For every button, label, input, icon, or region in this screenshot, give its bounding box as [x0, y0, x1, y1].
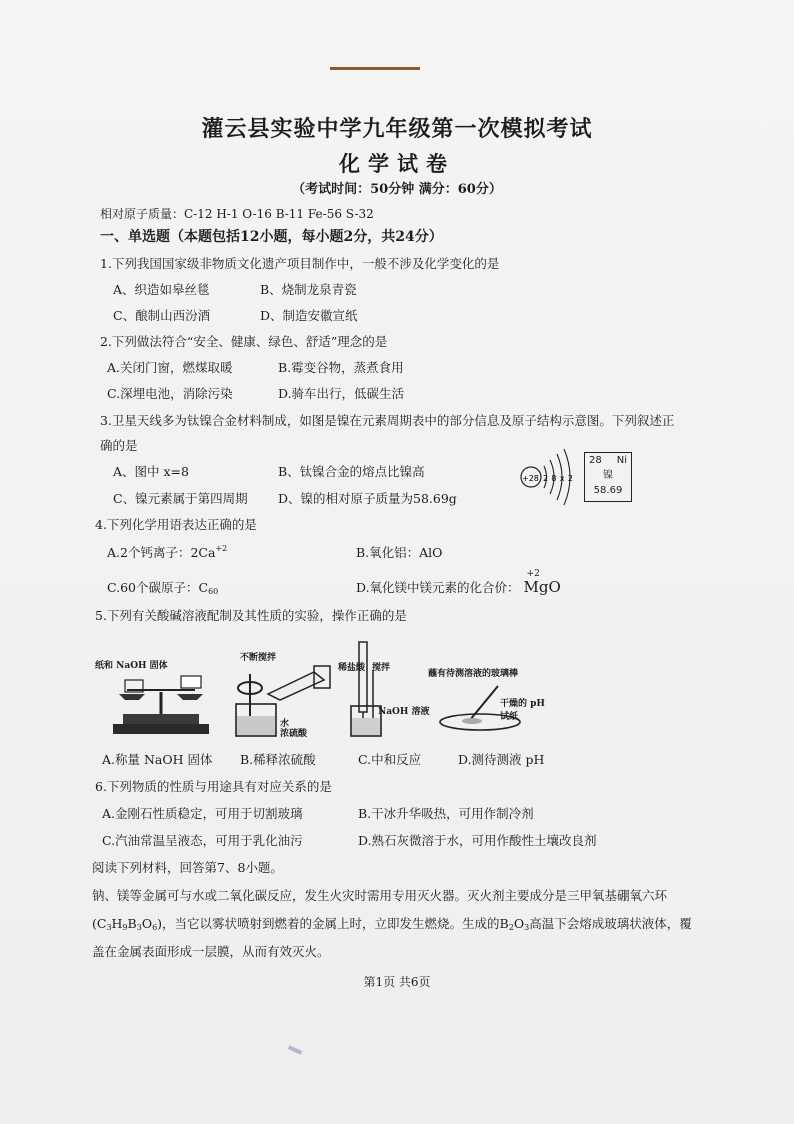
q4-option-c [107, 578, 218, 596]
page-number: 第1页 共6页 [363, 975, 431, 989]
q1-option-a: A、织造如皋丝毯 [113, 282, 210, 297]
q4-option-d [356, 569, 561, 596]
q4-option-c-subscript: 60 [208, 587, 219, 596]
electron-shells: 2 8 x 2 [543, 474, 573, 483]
reading-para-line3: 盖在金属表面形成一层膜，从而有效灭火。 [92, 944, 330, 959]
fig-b-label-water: 水 [280, 719, 290, 729]
nucleus-charge: +28 [522, 474, 539, 483]
element-mass: 58.69 [593, 485, 623, 496]
q4-option-d-formula-text: MgO [523, 578, 561, 596]
q4-stem: 4.下列化学用语表达正确的是 [95, 517, 257, 532]
q2-option-a: A.关闭门窗，燃煤取暖 [107, 360, 233, 375]
q3-stem-line2: 确的是 [100, 438, 138, 453]
element-name: 镍 [603, 470, 613, 481]
balance-figure [105, 668, 215, 738]
q2-option-d: D.骑车出行，低碳生活 [278, 386, 405, 401]
q3-option-d: D、镍的相对原子质量为58.69g [278, 491, 457, 506]
tape-mark [330, 67, 420, 70]
q2-stem: 2.下列做法符合“安全、健康、绿色、舒适”理念的是 [100, 334, 388, 349]
q6-option-b: B.干冰升华吸热，可用作制冷剂 [358, 806, 534, 821]
subject-title: 化学试卷 [339, 151, 455, 176]
q3-option-a: A、图中 x=8 [113, 464, 189, 479]
fig-c-label-naoh: NaOH 溶液 [378, 707, 430, 717]
q4-option-d-valence: +2 [526, 569, 540, 579]
q5-option-b: B.稀释浓硫酸 [240, 752, 316, 767]
ink-smudge [288, 1045, 302, 1055]
q5-option-a: A.称量 NaOH 固体 [102, 752, 213, 767]
fig-b-label-acid: 浓硫酸 [280, 729, 308, 739]
school-title: 灌云县实验中学九年级第一次模拟考试 [201, 116, 593, 142]
q4-option-c-text: C.60个碳原子：C [107, 580, 209, 595]
q4-option-b: B.氧化铝：AlO [356, 545, 443, 560]
element-symbol: Ni [616, 455, 627, 466]
q2-option-c: C.深埋电池，消除污染 [107, 386, 233, 401]
q1-option-c: C、酿制山西汾酒 [113, 308, 211, 323]
exam-info: （考试时间：50分钟 满分：60分） [292, 182, 502, 197]
fig-b-label-stir: 不断搅拌 [240, 653, 277, 663]
q1-stem: 1.下列我国国家级非物质文化遗产项目制作中，一般不涉及化学变化的是 [100, 256, 500, 271]
q1-option-d: D、制造安徽宣纸 [260, 308, 358, 323]
q6-option-a: A.金刚石性质稳定，可用于切割玻璃 [102, 806, 303, 821]
fig-c-label-hcl: 稀盐酸 [338, 663, 366, 673]
q2-option-b: B.霉变谷物，蒸煮食用 [278, 360, 404, 375]
q3-option-b: B、钛镍合金的熔点比镍高 [278, 464, 425, 479]
q4-option-a-text: A.2个钙离子：2Ca [107, 545, 216, 560]
q5-stem: 5.下列有关酸碱溶液配制及其性质的实验，操作正确的是 [95, 608, 407, 623]
q3-stem-line1: 3.卫星天线多为钛镍合金材料制成，如图是镍在元素周期表中的部分信息及原子结构示意图。下列叙述正 [100, 413, 675, 428]
neutralization-figure [345, 640, 395, 740]
q3-option-c: C、镍元素属于第四周期 [113, 491, 248, 506]
q6-option-c: C.汽油常温呈液态，可用于乳化油污 [102, 833, 303, 848]
fig-c-label-stir: 搅拌 [372, 663, 391, 673]
fig-d-label-paper: 干燥的 pH试纸 [500, 699, 545, 722]
q4-option-a-charge: +2 [215, 544, 228, 553]
atom-structure-diagram [518, 446, 580, 506]
q4-option-d-text: D.氧化镁中镁元素的化合价： [356, 580, 520, 595]
q6-option-d: D.熟石灰微溶于水，可用作酸性土壤改良剂 [358, 833, 597, 848]
atomic-masses: 相对原子质量：C-12 H-1 O-16 B-11 Fe-56 S-32 [100, 207, 374, 221]
q5-option-c: C.中和反应 [358, 752, 422, 767]
q4-option-a [107, 543, 227, 561]
reading-para-line2: $(C_3H_9B_3O_6)$，当它以雾状喷射到燃着的金属上时，立即发生燃烧。生成的$B_2O_3$高温下会熔成玻璃状液体，覆 [92, 916, 692, 932]
q6-stem: 6.下列物质的性质与用途具有对应关系的是 [95, 779, 332, 794]
element-number: 28 [589, 455, 602, 466]
reading-para-line1: 钠、镁等金属可与水或二氧化碳反应，发生火灾时需用专用灭火器。灭火剂主要成分是三甲氧基硼氧六环 [92, 888, 668, 903]
fig-d-label-rod: 蘸有待测溶液的玻璃棒 [428, 669, 519, 679]
q1-option-b: B、烧制龙泉青瓷 [260, 282, 357, 297]
element-card-nickel [584, 452, 632, 502]
q4-option-d-formula [523, 569, 561, 596]
q5-option-d: D.测待测液 pH [458, 752, 545, 767]
fig-a-label: 纸和 NaOH 固体 [95, 661, 168, 671]
reading-intro: 阅读下列材料，回答第7、8小题。 [92, 860, 283, 875]
section-heading: 一、单选题（本题包括12小题，每小题2分，共24分） [100, 229, 443, 245]
